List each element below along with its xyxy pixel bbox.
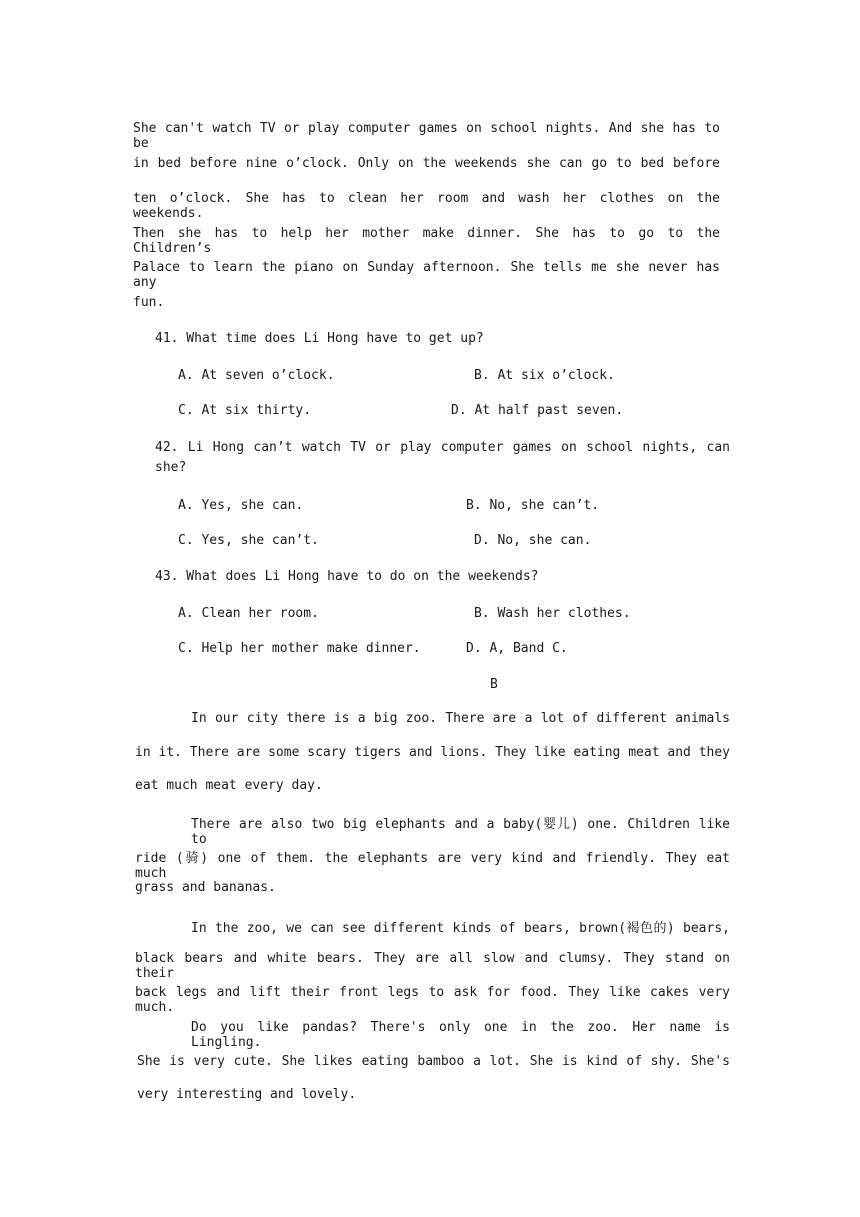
question-41-option-b: B. At six o’clock.: [474, 368, 615, 383]
question-41-option-a: A. At seven o’clock.: [178, 368, 335, 383]
passage-a-line: in bed before nine o’clock. Only on the weekends she can go to bed before: [133, 156, 720, 171]
question-43-option-a: A. Clean her room.: [178, 606, 319, 621]
passage-b-line: There are also two big elephants and a baby(婴儿) one. Children like to: [191, 817, 730, 847]
passage-a-line: Palace to learn the piano on Sunday afternoon. She tells me she never has any: [133, 260, 720, 290]
passage-b-line: in it. There are some scary tigers and lions. They like eating meat and they: [135, 745, 730, 760]
passage-b-line: In the zoo, we can see different kinds of bears, brown(褐色的) bears,: [191, 921, 730, 936]
section-heading: B: [490, 677, 498, 692]
question-42-option-b: B. No, she can’t.: [466, 498, 600, 513]
passage-b-line: very interesting and lovely.: [137, 1087, 357, 1102]
question-41-option-c: C. At six thirty.: [178, 403, 312, 418]
passage-b-line: She is very cute. She likes eating bamboo a lot. She is kind of shy. She's: [137, 1054, 730, 1069]
passage-b-line: back legs and lift their front legs to ask for food. They like cakes very much.: [135, 985, 730, 1015]
question-42-stem-continued: she?: [155, 460, 187, 475]
question-43-option-b: B. Wash her clothes.: [474, 606, 631, 621]
passage-a-line: Then she has to help her mother make dinner. She has to go to the Children’s: [133, 226, 720, 256]
passage-b-line: Do you like pandas? There's only one in the zoo. Her name is Lingling.: [191, 1020, 730, 1050]
passage-b-line: black bears and white bears. They are all slow and clumsy. They stand on their: [135, 951, 730, 981]
passage-b-line: ride (骑) one of them. the elephants are very kind and friendly. They eat much: [135, 851, 730, 881]
passage-b-line: grass and bananas.: [135, 880, 276, 895]
passage-a-line: fun.: [133, 295, 165, 310]
passage-a-line: ten o’clock. She has to clean her room and wash her clothes on the weekends.: [133, 191, 720, 221]
question-42-stem: 42. Li Hong can’t watch TV or play computer games on school nights, can: [155, 440, 730, 455]
passage-b-line: eat much meat every day.: [135, 778, 323, 793]
passage-b-line: In our city there is a big zoo. There are a lot of different animals: [191, 711, 730, 726]
question-43-option-c: C. Help her mother make dinner.: [178, 641, 421, 656]
question-43-stem: 43. What does Li Hong have to do on the weekends?: [155, 569, 539, 584]
question-42-option-a: A. Yes, she can.: [178, 498, 304, 513]
question-42-option-c: C. Yes, she can’t.: [178, 533, 319, 548]
question-43-option-d: D. A, Band C.: [466, 641, 568, 656]
question-41-stem: 41. What time does Li Hong have to get up?: [155, 331, 484, 346]
passage-a-line: She can't watch TV or play computer games on school nights. And she has to be: [133, 121, 720, 151]
question-42-option-d: D. No, she can.: [474, 533, 592, 548]
question-41-option-d: D. At half past seven.: [451, 403, 624, 418]
